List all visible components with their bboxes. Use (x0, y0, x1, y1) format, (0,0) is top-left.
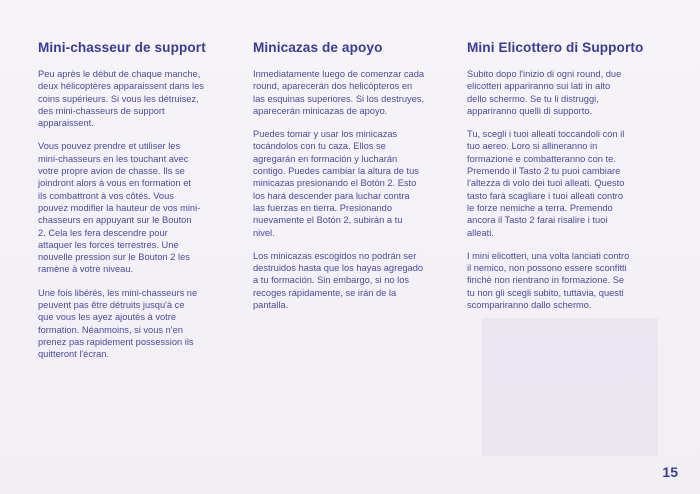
italian-paragraph-3: I mini elicotteri, una volta lanciati contro il nemico, non possono essere sconfitti finchè non rientrano in formazione. Se tu non gli scegli subito, tuttavia, questi scompariranno dallo schermo. (467, 250, 630, 311)
page-number: 15 (662, 464, 678, 480)
french-section (38, 40, 228, 372)
show-through-illustration (482, 318, 658, 456)
italian-heading: Mini Elicottero di Supporto (467, 40, 644, 55)
french-paragraph-3: Une fois libérés, les mini-chasseurs ne peuvent pas être détruits jusqu'à ce que vous les ayez ajoutés à votre formation. Néanmoins, si vous n'en prenez pas rapidement possession ils quitteront l'écran. (38, 287, 198, 360)
french-paragraph-1: Peu après le début de chaque manche, deux hélicoptères apparaissent dans les coins supérieurs. Si vous les détruisez, des mini-chasseurs de support apparaissent. (38, 69, 204, 129)
french-paragraph-2: Vous pouvez prendre et utiliser les mini-chasseurs en les touchant avec votre propre avion de chasse. Ils se joindront alors à vous en formation et ils combattront à vos côtés. Vous pouvez modifier la hauteur de vos mini- chasseurs en appuyant sur le Bouton 2. Cela les fera descendre pour attaquer les forces terrestres. Une nouvelle pression sur le Bouton 2 les ramène à votre niveau. (38, 141, 201, 275)
italian-paragraph-2: Tu, scegli i tuoi alleati toccandoli con il tuo aereo. Loro si allineranno in formazione e combatteranno con te. Premendo il Tasto 2 tu puoi cambiare l'altezza di volo dei tuoi alleati. Questo tasto farà scagliare i tuoi alleati contro le forze nemiche a terra. Premendo ancora il Tasto 2 farai risalire i tuoi alleati. (467, 129, 625, 238)
spanish-heading: Minicazas de apoyo (253, 40, 383, 55)
spanish-paragraph-1: Inmediatamente luego de comenzar cada round, aparecerán dos helicópteros en las esquinas superiores. Si los destruyes, aparecerán minicazas de apoyo. (253, 69, 425, 116)
spanish-paragraph-2: Puedes tomar y usar los minicazas tocándolos con tu caza. Ellos se agregarán en formación y lucharán contigo. Puedes cambiar la altura de tus minicazas presionando el Botón 2. Esto los hará descender para luchar contra las fuerzas en tierra. Presionando nuevamente el Botón 2, subirán a tu nivel. (253, 129, 419, 238)
italian-paragraph-1: Subito dopo l'inizio di ogni round, due elicotteri appariranno sui lati in alto dello schermo. Se tu li distruggi, appariranno quelli di supporto. (467, 69, 622, 116)
spanish-paragraph-3: Los minicazas escogidos no podrán ser destruidos hasta que los hayas agregado a tu formación. Sin embargo, si no los recoges rápidamente, se irán de la pantalla. (253, 250, 424, 311)
italian-section (467, 40, 657, 322)
spanish-section (253, 40, 443, 322)
french-heading: Mini-chasseur de support (38, 40, 206, 55)
